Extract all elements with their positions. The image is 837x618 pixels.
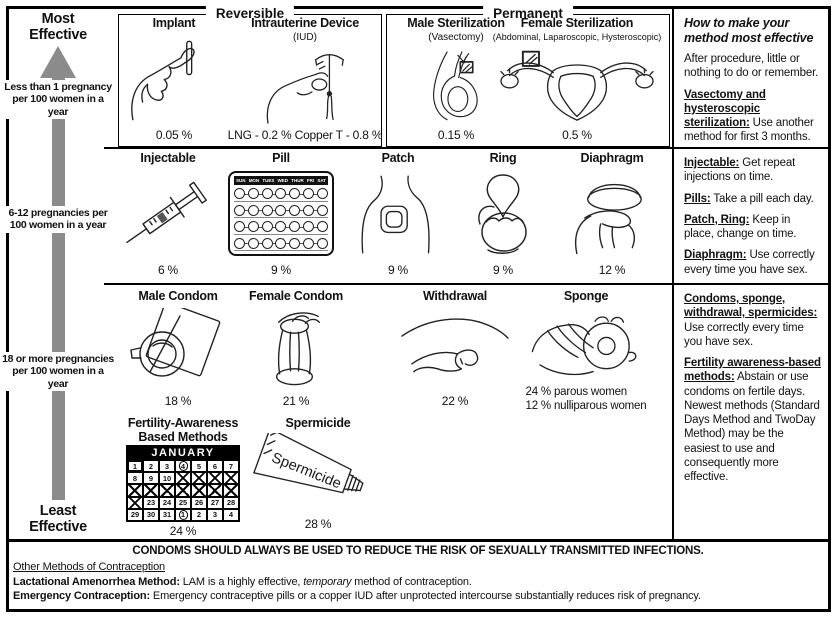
other-methods-title: Other Methods of Contraception xyxy=(13,561,166,573)
calendar-day: 5 xyxy=(191,460,207,472)
calendar-day xyxy=(223,472,239,484)
sidebar-section-1 xyxy=(676,10,827,152)
tier-label-mid: 6-12 pregnancies per 100 women in a year xyxy=(1,206,115,233)
syringe-icon xyxy=(116,167,220,262)
calendar-day: 3 xyxy=(207,509,223,521)
calendar-day xyxy=(175,484,191,496)
method-rate: LNG - 0.2 % Copper T - 0.8 % xyxy=(227,128,383,142)
method-name: Male Condom xyxy=(138,289,218,303)
calendar-day: 27 xyxy=(207,497,223,509)
pill-dot xyxy=(234,238,245,249)
method-card-implant xyxy=(125,17,223,142)
sidebar-item-text: Use correctly every time you have sex. xyxy=(684,249,815,276)
sidebar-item-text: Use another method for first 3 months. xyxy=(684,117,814,144)
footer xyxy=(13,545,823,602)
pill-day-label: WED xyxy=(277,178,289,184)
method-card-female-sterilization xyxy=(490,17,664,142)
calendar-day xyxy=(127,497,143,509)
pill-dot xyxy=(234,188,245,199)
method-name: Fertility-Awareness Based Methods xyxy=(127,416,239,444)
method-rate-2: 12 % nulliparous women xyxy=(525,400,647,413)
pill-day-label: SAT xyxy=(317,178,326,184)
method-card-withdrawal xyxy=(398,290,512,408)
method-rate: 12 % xyxy=(598,263,626,277)
method-name: Intrauterine Device xyxy=(251,16,359,30)
pill-row xyxy=(234,218,328,235)
lam-text-b: method of contraception. xyxy=(351,575,472,588)
sidebar-item xyxy=(684,52,821,81)
lam-italic: temporary xyxy=(303,575,352,588)
pill-dot xyxy=(234,205,245,216)
method-name: Injectable xyxy=(140,151,196,165)
pill-dot xyxy=(317,221,328,232)
calendar-day: 30 xyxy=(143,509,159,521)
pill-dot xyxy=(317,238,328,249)
calendar-day xyxy=(127,484,143,496)
calendar-day xyxy=(223,484,239,496)
pill-dot xyxy=(303,238,314,249)
sidebar-item-text: Keep in place, change on time. xyxy=(684,213,797,240)
method-rate: 6 % xyxy=(157,263,179,277)
method-subname: (IUD) xyxy=(293,31,317,43)
pill-row xyxy=(234,185,328,202)
diaphragm-icon xyxy=(565,167,659,262)
pill-day-label: FRI xyxy=(306,178,315,184)
calendar-day: 4 xyxy=(175,460,191,472)
pill-day-label: THUR xyxy=(291,178,304,184)
pill-dot xyxy=(317,205,328,216)
method-card-male-condom xyxy=(122,290,234,408)
pill-day-label: MON xyxy=(248,178,260,184)
calendar-day: 26 xyxy=(191,497,207,509)
tier-label-low: 18 or more pregnancies per 100 women in a year xyxy=(2,353,114,390)
lam-text-a: LAM is a highly effective, xyxy=(179,575,304,588)
most-effective-label: Most Effective xyxy=(20,11,96,43)
calendar-day xyxy=(143,484,159,496)
sidebar-item-text: Take a pill each day. xyxy=(710,192,814,205)
method-name: Female Condom xyxy=(249,289,343,303)
method-rate: 21 % xyxy=(282,394,310,408)
sidebar-item-text: Get repeat injections on time. xyxy=(684,157,796,184)
sidebar-item xyxy=(684,292,821,349)
fab-calendar-icon xyxy=(126,445,240,522)
pill-dot xyxy=(275,221,286,232)
footer-divider xyxy=(9,539,828,542)
method-card-diaphragm xyxy=(565,152,659,277)
method-rate: 0.05 % xyxy=(155,128,193,142)
calendar-month-label: JANUARY xyxy=(127,446,239,460)
withdrawal-icon xyxy=(398,305,512,393)
calendar-day: 23 xyxy=(143,497,159,509)
pill-dot xyxy=(248,188,259,199)
method-rate: 0.5 % xyxy=(562,128,592,142)
calendar-day: 7 xyxy=(223,460,239,472)
sidebar-item xyxy=(684,213,821,242)
method-name: Ring xyxy=(489,151,517,165)
condom-icon xyxy=(122,305,234,393)
method-card-pill xyxy=(228,152,334,277)
iud-icon xyxy=(256,44,354,127)
calendar-day: 28 xyxy=(223,497,239,509)
method-card-spermicide xyxy=(242,417,394,531)
calendar-day: 10 xyxy=(159,472,175,484)
spermicide-tube-icon xyxy=(242,432,394,516)
calendar-day: 2 xyxy=(191,509,207,521)
ring-icon xyxy=(458,167,548,262)
pill-dot xyxy=(275,205,286,216)
sidebar-divider xyxy=(672,9,674,540)
pill-pack-icon xyxy=(228,167,334,262)
sidebar-item-lead: Fertility awareness-based methods: xyxy=(684,357,821,384)
method-subname: (Vasectomy) xyxy=(428,31,484,43)
fab-calendar-grid xyxy=(127,460,239,521)
pill-dot xyxy=(289,221,300,232)
method-card-female-condom xyxy=(249,290,343,408)
calendar-day: 2 xyxy=(143,460,159,472)
sidebar-item-text: Abstain or use condoms on fertile days. Newest methods (Standard Days Method and TwoDay Method) may be the easiest to use and consequently more effective. xyxy=(684,371,820,483)
calendar-day xyxy=(175,472,191,484)
method-rate: 24 % parous women xyxy=(525,386,627,399)
pill-dot xyxy=(262,238,273,249)
sidebar-item-lead: Patch, Ring: xyxy=(684,213,750,226)
method-rate: 24 % xyxy=(169,523,197,538)
calendar-day: 3 xyxy=(159,460,175,472)
effectiveness-arrow-head xyxy=(40,46,76,78)
method-rate: 9 % xyxy=(492,263,514,277)
ec-text: Emergency contraceptive pills or a copper IUD after unprotected intercourse substantially reduces risk of pregnancy. xyxy=(149,590,701,602)
pill-dot xyxy=(262,188,273,199)
calendar-day: 25 xyxy=(175,497,191,509)
pill-dot xyxy=(275,188,286,199)
spermicide-tube-label: Spermicide xyxy=(269,450,344,493)
vasectomy-icon xyxy=(414,44,498,127)
pill-dot xyxy=(262,221,273,232)
method-card-fertility-awareness xyxy=(117,416,249,538)
pill-dot xyxy=(289,238,300,249)
calendar-day xyxy=(191,484,207,496)
method-name: Pill xyxy=(272,151,290,165)
pill-day-label: TUES xyxy=(262,178,275,184)
lam-line xyxy=(13,576,823,588)
condoms-banner: CONDOMS SHOULD ALWAYS BE USED TO REDUCE THE RISK OF SEXUALLY TRANSMITTED INFECTIONS. xyxy=(132,545,704,557)
method-name: Male Sterilization xyxy=(407,16,505,30)
sidebar-item-text: Use correctly every time you have sex. xyxy=(684,321,804,348)
method-rate: 18 % xyxy=(164,394,192,408)
method-card-iud xyxy=(228,17,383,142)
pill-dot xyxy=(262,205,273,216)
method-card-patch xyxy=(352,152,444,277)
sidebar-item xyxy=(684,356,821,484)
tier-label-top: Less than 1 pregnancy per 100 women in a year xyxy=(1,80,115,119)
calendar-day: 9 xyxy=(143,472,159,484)
method-rate: 28 % xyxy=(304,517,332,531)
calendar-day: 31 xyxy=(159,509,175,521)
ec-lead: Emergency Contraception: xyxy=(13,590,150,602)
sidebar-title: How to make your method most effective xyxy=(684,16,814,45)
method-name: Sponge xyxy=(563,289,609,303)
pill-dot xyxy=(275,238,286,249)
calendar-day xyxy=(159,484,175,496)
sidebar-section-3 xyxy=(676,286,827,491)
pill-dot xyxy=(248,221,259,232)
sidebar-item-lead: Diaphragm: xyxy=(684,249,747,262)
sidebar-item-lead: Pills: xyxy=(684,192,711,205)
calendar-day xyxy=(207,484,223,496)
patch-icon xyxy=(352,167,444,262)
calendar-day xyxy=(207,472,223,484)
implant-icon xyxy=(125,32,223,127)
pill-dot xyxy=(289,188,300,199)
pill-dot xyxy=(248,205,259,216)
female-condom-icon xyxy=(249,305,343,393)
pill-row xyxy=(234,202,328,219)
method-rate: 9 % xyxy=(270,263,292,277)
sidebar-item-lead: Condoms, sponge, withdrawal, spermicides: xyxy=(684,293,818,320)
ec-line xyxy=(13,590,823,602)
pillpack-days xyxy=(234,176,328,185)
calendar-day: 24 xyxy=(159,497,175,509)
method-rate-block xyxy=(526,386,647,414)
sidebar-item-lead: Injectable: xyxy=(684,157,740,169)
method-rate: 9 % xyxy=(387,263,409,277)
sidebar-item-text: After procedure, little or nothing to do or remember. xyxy=(684,53,819,80)
method-rate: 0.15 % xyxy=(437,128,475,142)
effectiveness-arrow-bar xyxy=(52,76,65,500)
sidebar-item xyxy=(684,248,821,277)
method-rate: 22 % xyxy=(441,394,469,408)
sidebar-item xyxy=(684,88,821,145)
calendar-day xyxy=(191,472,207,484)
least-effective-label: Least Effective xyxy=(20,503,96,535)
pillpack-rows xyxy=(234,185,328,251)
sidebar-section-2 xyxy=(676,150,827,284)
method-subname: (Abdominal, Laparoscopic, Hysteroscopic) xyxy=(492,31,662,42)
pill-dot xyxy=(303,205,314,216)
calendar-day: 29 xyxy=(127,509,143,521)
sidebar-item xyxy=(684,192,821,206)
method-card-sponge xyxy=(523,290,649,414)
pill-day-label: SUN xyxy=(236,178,246,184)
pill-dot xyxy=(303,188,314,199)
calendar-day: 8 xyxy=(127,472,143,484)
calendar-day: 4 xyxy=(223,509,239,521)
uterus-icon xyxy=(490,43,664,127)
method-card-ring xyxy=(458,152,548,277)
method-card-injectable xyxy=(116,152,220,277)
pill-dot xyxy=(317,188,328,199)
calendar-day: 1 xyxy=(175,509,191,521)
method-name: Diaphragm xyxy=(580,151,644,165)
method-name: Implant xyxy=(152,16,196,30)
sidebar-item xyxy=(684,156,821,185)
method-name: Withdrawal xyxy=(422,289,488,303)
reversible-group-label: Reversible xyxy=(206,6,294,21)
pill-dot xyxy=(289,205,300,216)
calendar-day: 1 xyxy=(127,460,143,472)
pill-row xyxy=(234,235,328,252)
method-name: Patch xyxy=(381,151,415,165)
sponge-icon xyxy=(523,305,649,387)
pill-dot xyxy=(234,221,245,232)
method-name: Female Sterilization xyxy=(520,16,634,30)
sidebar-item-lead: Vasectomy and hysteroscopic sterilization: xyxy=(684,88,766,129)
pill-dot xyxy=(248,238,259,249)
pill-dot xyxy=(303,221,314,232)
calendar-day: 6 xyxy=(207,460,223,472)
permanent-group-label: Permanent xyxy=(483,6,573,21)
lam-lead: Lactational Amenorrhea Method: xyxy=(13,575,180,588)
method-name: Spermicide xyxy=(285,416,351,430)
